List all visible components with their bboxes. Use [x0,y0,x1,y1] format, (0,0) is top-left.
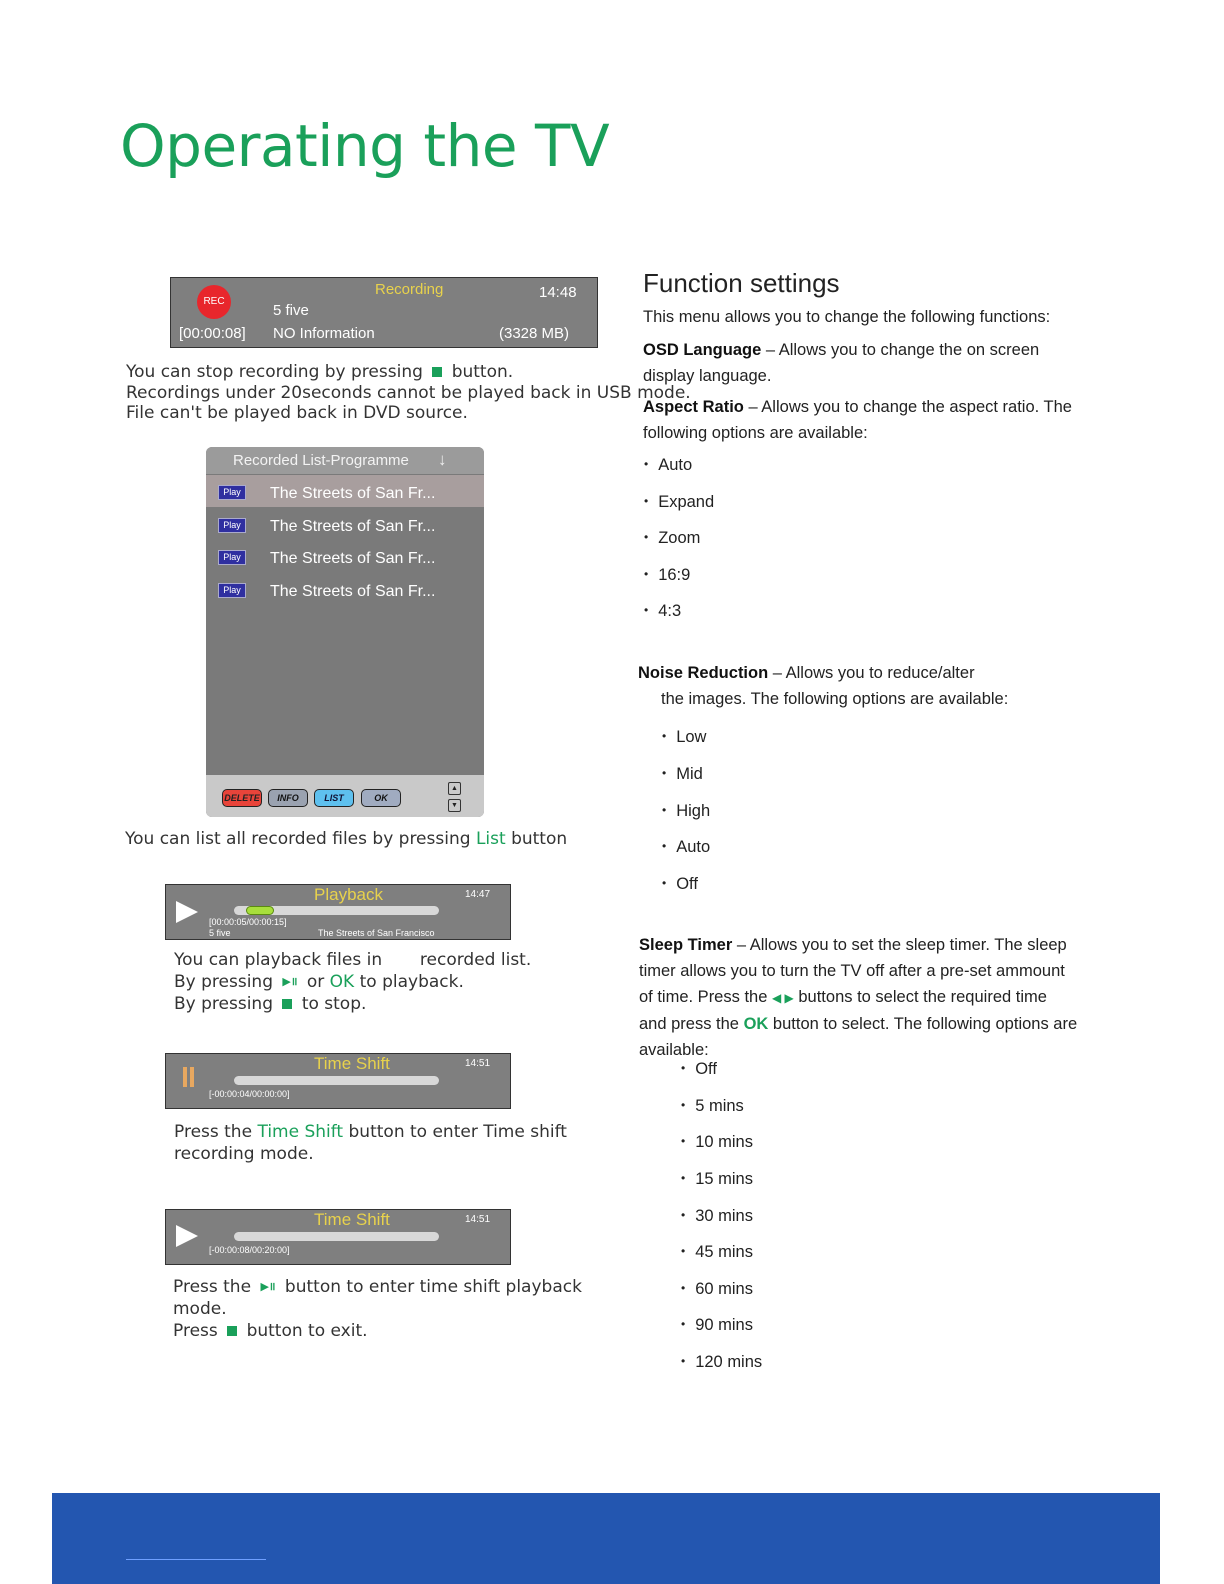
list-item: • Zoom [644,529,700,548]
footer-band [52,1493,1160,1584]
list-footer [206,775,484,817]
list-header: Recorded List-Programme ↓ [206,447,484,474]
play-badge: Play [218,518,246,533]
stop-icon [282,999,292,1009]
function-heading: Function settings [643,268,840,298]
list-item: • High [662,802,710,821]
osd-info: NO Information [273,325,375,342]
recorded-list-panel [206,447,484,817]
timeshift-playback-text: Press the ▶॥ button to enter time shift playback mode. Press button to exit. [173,1277,582,1341]
list-item: • Mid [662,765,703,784]
play-badge: Play [218,550,246,565]
timeshift-osd-playing [165,1209,511,1265]
play-icon [176,901,198,923]
rec-badge: REC [197,285,231,319]
scroll-down-icon[interactable]: ▼ [448,799,461,812]
function-intro: This menu allows you to change the following functions: [643,308,1051,326]
timeshift-timecode: [-00:00:04/00:00:00] [209,1089,290,1099]
list-button[interactable]: LIST [314,789,354,807]
timeshift-status: Time Shift [314,1210,390,1229]
list-item: • 16:9 [644,566,690,585]
arrow-down-icon: ↓ [438,450,447,469]
osd-channel: 5 five [273,302,309,319]
list-item: • Off [681,1060,717,1079]
stop-icon [227,1326,237,1336]
list-item: • 120 mins [681,1353,762,1372]
list-item[interactable]: Play The Streets of San Fr... [206,475,484,507]
timeshift-status: Time Shift [314,1054,390,1073]
timeshift-time: 14:51 [465,1214,491,1225]
playback-time: 14:47 [465,889,491,900]
timeshift-osd-paused [165,1053,511,1109]
playback-channel: 5 five [209,928,231,938]
playback-text: You can playback files in recorded list. By pressing ▶॥ or OK to playback. By pressing to stop. [174,950,532,1014]
info-button[interactable]: INFO [268,789,308,807]
osd-status: Recording [375,281,444,298]
playback-status: Playback [314,885,383,904]
stop-icon [432,367,442,377]
timeshift-progress-track [234,1076,439,1085]
list-item: • 10 mins [681,1133,753,1152]
list-item: • 5 mins [681,1097,744,1116]
aspect-ratio-section: Aspect Ratio – Allows you to change the aspect ratio. The following options are available: [643,398,1072,442]
playback-title: The Streets of San Francisco [318,928,435,938]
list-item[interactable]: Play The Streets of San Fr... [206,508,484,540]
list-item[interactable]: Play The Streets of San Fr... [206,573,484,605]
list-item: • 90 mins [681,1316,753,1335]
timeshift-progress-track [234,1232,439,1241]
playback-progress-knob[interactable] [246,906,274,915]
timeshift-timecode: [-00:00:08/00:20:00] [209,1245,290,1255]
osd-elapsed: [00:00:08] [179,325,246,342]
list-item: • Expand [644,493,714,512]
list-item: • 4:3 [644,602,681,621]
pause-icon [183,1067,187,1087]
delete-button[interactable]: DELETE [222,789,262,807]
ok-button[interactable]: OK [361,789,401,807]
timeshift-time: 14:51 [465,1058,491,1069]
noise-reduction-section: Noise Reduction – Allows you to reduce/alter the images. The following options are available: [638,664,1009,708]
recording-osd [170,277,598,348]
list-item: • Auto [644,456,692,475]
list-item: • 45 mins [681,1243,753,1262]
left-right-arrows-icon: ◀ ▶ [771,991,794,1005]
list-item: • 15 mins [681,1170,753,1189]
sleep-timer-section: Sleep Timer – Allows you to set the sleep timer. The sleep timer allows you to turn the TV off after a pre-set ammount of time. Press the ◀ ▶ buttons to select the required time and press the OK button to select. The following options are available: [639,936,1078,1059]
list-item: • Auto [662,838,710,857]
osd-size: (3328 MB) [499,325,570,342]
list-item: • Low [662,728,706,747]
play-pause-icon: ▶॥ [260,1280,276,1293]
osd-language-section: OSD Language – Allows you to change the on screen display language. [643,341,1040,385]
play-icon [176,1225,198,1247]
playback-timecode: [00:00:05/00:00:15] [209,917,287,927]
list-item: • Off [662,875,698,894]
stop-recording-text: You can stop recording by pressing button. Recordings under 20seconds cannot be played back in USB mode. File can't be played back in DVD source. [126,362,691,423]
play-badge: Play [218,583,246,598]
list-item: • 30 mins [681,1207,753,1226]
list-item[interactable]: Play The Streets of San Fr... [206,540,484,572]
osd-time: 14:48 [539,284,577,301]
timeshift-text: Press the Time Shift button to enter Time shift recording mode. [174,1122,567,1164]
list-text: You can list all recorded files by pressing List button [125,829,568,849]
footer-link-underline [126,1559,266,1560]
play-pause-icon: ▶॥ [282,975,298,988]
list-item: • 60 mins [681,1280,753,1299]
playback-osd [165,884,511,940]
scroll-up-icon[interactable]: ▲ [448,782,461,795]
play-badge: Play [218,485,246,500]
page-title: Operating the TV [120,112,610,180]
